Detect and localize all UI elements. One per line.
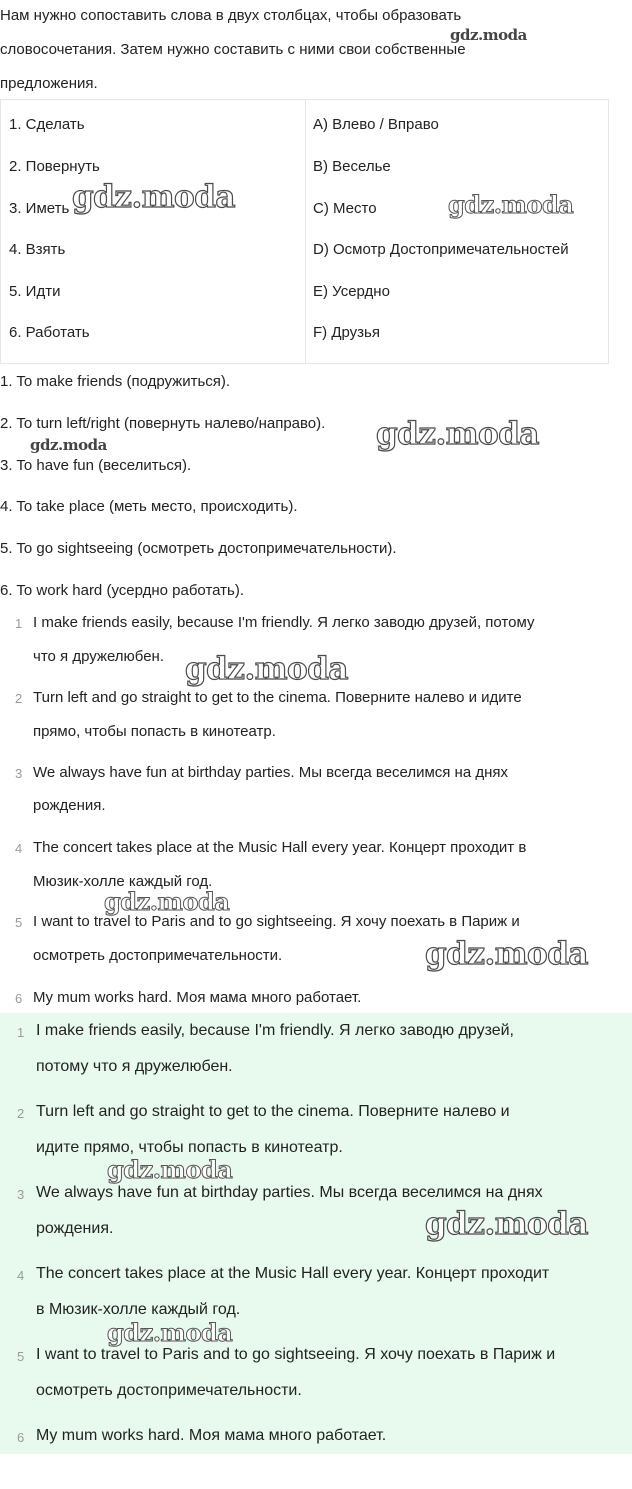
list-item-number: 1: [17, 1025, 25, 1040]
list-item-line: идите прямо, чтобы попасть в кинотеатр.: [36, 1139, 343, 1156]
list-item-line: We always have fun at birthday parties. Мы всегда веселимся на днях: [33, 764, 509, 781]
list-item-line: прямо, чтобы попасть в кинотеатр.: [33, 723, 276, 740]
table-cell-right-2: B) Веселье: [313, 158, 391, 175]
answer-2: 2. To turn left/right (повернуть налево/направо).: [0, 415, 326, 432]
watermark: gdz.moda: [376, 416, 539, 452]
list-item-line: рождения.: [36, 1220, 114, 1237]
answer-3: 3. To have fun (веселиться).: [0, 457, 192, 474]
list-item-line: Turn left and go straight to get to the cinema. Поверните налево и идите: [33, 689, 522, 706]
intro-line-3: предложения.: [0, 75, 98, 92]
watermark: gdz.moda: [30, 436, 107, 454]
table-cell-right-1: A) Влево / Вправо: [313, 116, 439, 133]
list-item-line: My mum works hard. Моя мама много работает.: [33, 989, 362, 1006]
table-cell-right-4: D) Осмотр Достопримечательностей: [313, 241, 569, 258]
table-cell-right-6: F) Друзья: [313, 324, 380, 341]
list-item-number: 3: [15, 766, 23, 781]
answer-5: 5. To go sightseeing (осмотреть достопримечательности).: [0, 540, 397, 557]
watermark: gdz.moda: [107, 1318, 233, 1347]
watermark: gdz.moda: [107, 1155, 233, 1184]
list-item-line: Turn left and go straight to get to the cinema. Поверните налево и: [36, 1103, 510, 1120]
watermark: gdz.moda: [450, 26, 527, 44]
table-cell-left-3: 3. Иметь: [9, 200, 70, 217]
list-item-line: осмотреть достопримечательности.: [33, 947, 283, 964]
table-cell-right-5: E) Усердно: [313, 283, 390, 300]
watermark: gdz.moda: [72, 179, 235, 215]
list-item-line: I make friends easily, because I'm friendly. Я легко заводю друзей,: [36, 1022, 514, 1039]
list-item-line: осмотреть достопримечательности.: [36, 1382, 302, 1399]
list-item-line: что я дружелюбен.: [33, 648, 165, 665]
table-cell-left-2: 2. Повернуть: [9, 158, 100, 175]
watermark: gdz.moda: [185, 651, 348, 687]
list-item-number: 2: [15, 691, 23, 706]
list-item-line: I want to travel to Paris and to go sightseeing. Я хочу поехать в Париж и: [33, 913, 520, 930]
list-item-number: 6: [15, 991, 23, 1006]
list-item-number: 3: [17, 1187, 25, 1202]
list-item-number: 2: [17, 1106, 25, 1121]
table-divider: [305, 100, 306, 363]
list-item-number: 5: [15, 915, 23, 930]
list-item-number: 5: [17, 1349, 25, 1364]
list-item-number: 4: [15, 841, 23, 856]
list-item-line: The concert takes place at the Music Hall every year. Концерт проходит: [36, 1265, 550, 1282]
list-item-number: 1: [15, 616, 23, 631]
list-item-line: потому что я дружелюбен.: [36, 1058, 233, 1075]
watermark: gdz.moda: [448, 190, 574, 219]
list-item-line: I make friends easily, because I'm friendly. Я легко заводю друзей, потому: [33, 614, 535, 631]
list-item-line: The concert takes place at the Music Hall every year. Концерт проходит в: [33, 839, 527, 856]
list-item-number: 4: [17, 1268, 25, 1283]
list-item-number: 6: [17, 1430, 25, 1445]
answer-4: 4. To take place (меть место, происходить).: [0, 498, 298, 515]
table-cell-left-6: 6. Работать: [9, 324, 90, 341]
list-item-line: рождения.: [33, 797, 106, 814]
list-item-line: в Мюзик-холле каждый год.: [36, 1301, 241, 1318]
list-item-line: We always have fun at birthday parties. Мы всегда веселимся на днях: [36, 1184, 543, 1201]
list-item-line: I want to travel to Paris and to go sightseeing. Я хочу поехать в Париж и: [36, 1346, 556, 1363]
table-cell-left-4: 4. Взять: [9, 241, 66, 258]
list-item-line: My mum works hard. Моя мама много работает.: [36, 1427, 387, 1444]
intro-line-2: словосочетания. Затем нужно составить с ними свои собственные: [0, 41, 466, 58]
watermark: gdz.moda: [425, 1206, 588, 1242]
table-cell-left-1: 1. Сделать: [9, 116, 85, 133]
table-cell-left-5: 5. Идти: [9, 283, 61, 300]
intro-line-1: Нам нужно сопоставить слова в двух столбцах, чтобы образовать: [0, 7, 462, 24]
answer-1: 1. To make friends (подружиться).: [0, 373, 231, 390]
answer-6: 6. To work hard (усердно работать).: [0, 582, 245, 599]
watermark: gdz.moda: [104, 887, 230, 916]
list-item-line: Мюзик-холле каждый год.: [33, 873, 213, 890]
matching-table: [0, 99, 609, 364]
watermark: gdz.moda: [425, 936, 588, 972]
table-cell-right-3: C) Место: [313, 200, 377, 217]
